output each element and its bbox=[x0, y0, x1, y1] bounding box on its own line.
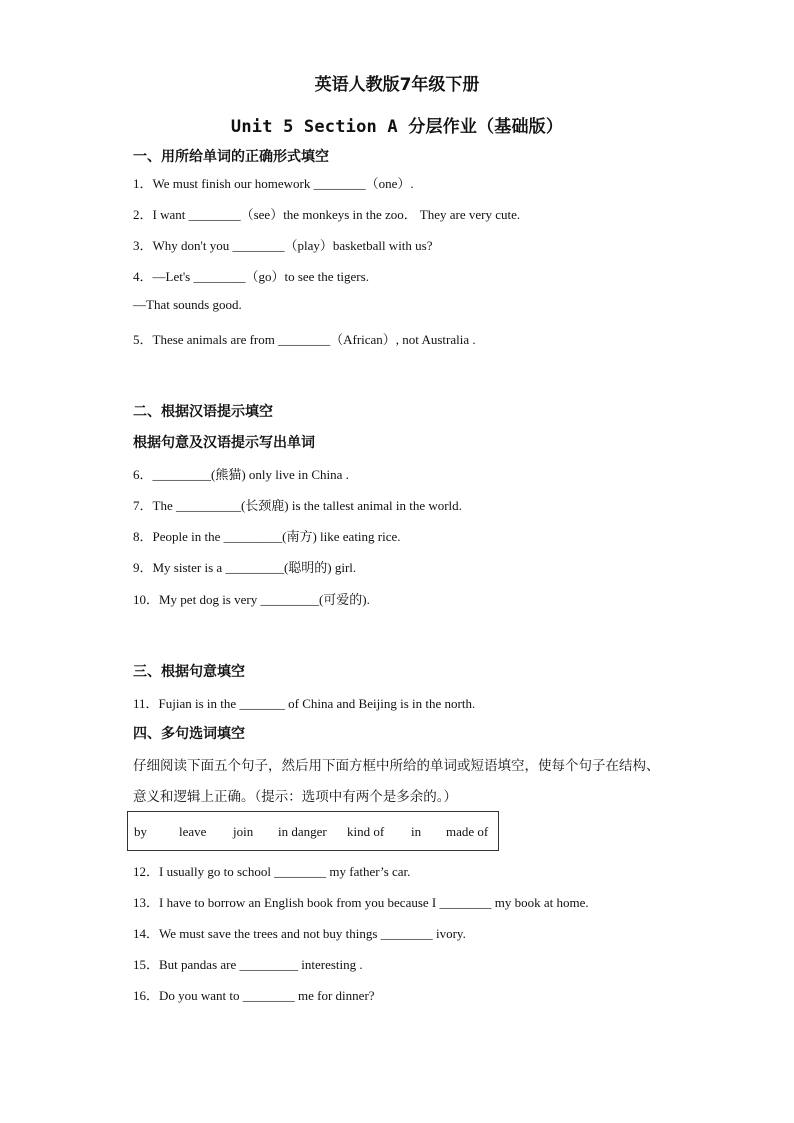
question-15: 15．But pandas are _________ interesting . bbox=[133, 957, 363, 972]
section-2-heading: 二、根据汉语提示填空 bbox=[133, 404, 273, 420]
section-1-heading: 一、用所给单词的正确形式填空 bbox=[133, 149, 329, 165]
word-bank-item: kind of bbox=[347, 824, 385, 839]
section-3-heading: 三、根据句意填空 bbox=[133, 664, 245, 680]
question-9: 9．My sister is a _________(聪明的) girl. bbox=[133, 560, 357, 575]
word-bank-box bbox=[127, 811, 499, 851]
word-bank-item: join bbox=[233, 824, 254, 839]
question-5: 5．These animals are from ________（African）, not Australia . bbox=[133, 332, 476, 347]
section-4-heading: 四、多句选词填空 bbox=[133, 726, 245, 742]
word-bank-item: in bbox=[411, 824, 422, 839]
question-4-reply: —That sounds good. bbox=[133, 297, 242, 312]
question-13: 13．I have to borrow an English book from you because I ________ my book at home. bbox=[133, 895, 589, 910]
word-bank-item: by bbox=[134, 824, 147, 839]
question-7: 7．The __________(长颈鹿) is the tallest animal in the world. bbox=[133, 498, 462, 513]
document-subtitle: Unit 5 Section A 分层作业（基础版） bbox=[230, 117, 564, 137]
question-4: 4．—Let's ________（go）to see the tigers. bbox=[133, 269, 369, 284]
question-16: 16．Do you want to ________ me for dinner? bbox=[133, 988, 375, 1003]
question-10: 10．My pet dog is very _________(可爱的). bbox=[133, 592, 370, 607]
question-3: 3．Why don't you ________（play）basketball with us? bbox=[133, 238, 433, 253]
question-8: 8．People in the _________(南方) like eating rice. bbox=[133, 529, 401, 544]
word-bank-item: in danger bbox=[278, 824, 327, 839]
word-bank-item: leave bbox=[179, 824, 207, 839]
question-12: 12．I usually go to school ________ my father’s car. bbox=[133, 864, 411, 879]
section-2-subheading: 根据句意及汉语提示写出单词 bbox=[133, 435, 315, 451]
question-1: 1．We must finish our homework ________（one）. bbox=[133, 176, 414, 191]
word-bank-item: made of bbox=[446, 824, 489, 839]
question-2: 2．I want ________（see）the monkeys in the zoo． They are very cute. bbox=[133, 207, 521, 222]
section-4-instruction-line-1: 仔细阅读下面五个句子，然后用下面方框中所给的单词或短语填空，使每个句子在结构、 bbox=[133, 758, 660, 774]
section-4-instruction-line-2: 意义和逻辑上正确。（提示：选项中有两个是多余的。） bbox=[133, 789, 457, 805]
question-11: 11．Fujian is in the _______ of China and Beijing is in the north. bbox=[133, 696, 476, 711]
document-title: 英语人教版7年级下册 bbox=[314, 75, 480, 95]
question-14: 14．We must save the trees and not buy things ________ ivory. bbox=[133, 926, 466, 941]
question-6: 6．_________(熊猫) only live in China . bbox=[133, 467, 349, 482]
